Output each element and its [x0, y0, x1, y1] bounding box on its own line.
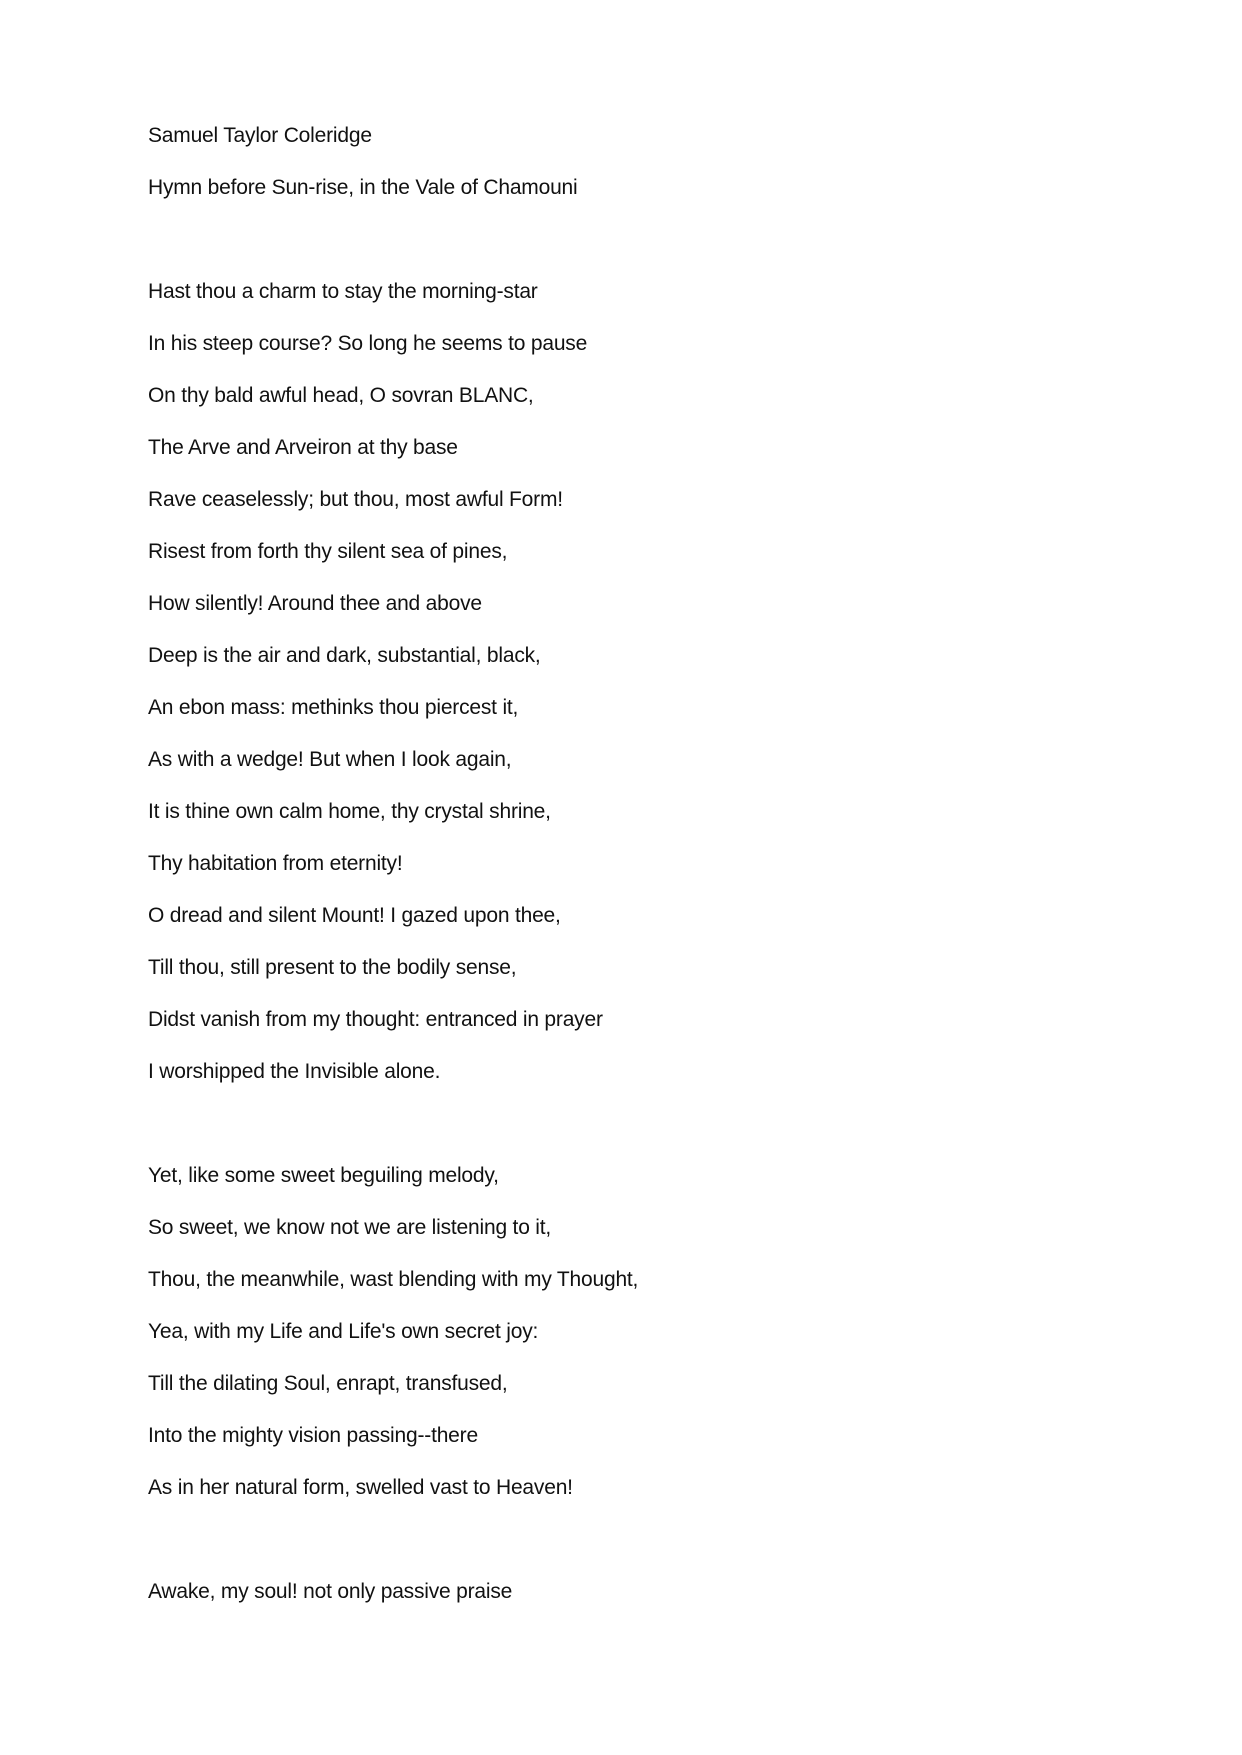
poem-line: I worshipped the Invisible alone. [148, 1060, 441, 1083]
stanza-gap [148, 1098, 1148, 1150]
poem-body [148, 110, 1148, 1618]
poem-title: Hymn before Sun-rise, in the Vale of Chamouni [148, 176, 578, 199]
poem-line: It is thine own calm home, thy crystal shrine, [148, 800, 551, 823]
poem-line: In his steep course? So long he seems to pause [148, 332, 588, 355]
poem-line: Thy habitation from eternity! [148, 852, 403, 875]
poem-line: An ebon mass: methinks thou piercest it, [148, 696, 519, 719]
poem-line: Didst vanish from my thought: entranced in prayer [148, 1008, 603, 1031]
poem-line: Into the mighty vision passing--there [148, 1424, 478, 1447]
stanza-3 [148, 1566, 1148, 1618]
poem-line: Till the dilating Soul, enrapt, transfused, [148, 1372, 508, 1395]
poem-line: Deep is the air and dark, substantial, black, [148, 644, 541, 667]
poem-line: Awake, my soul! not only passive praise [148, 1580, 513, 1603]
poem-line: So sweet, we know not we are listening to it, [148, 1216, 552, 1239]
stanza-2 [148, 1150, 1148, 1514]
poem-line: Rave ceaselessly; but thou, most awful Form! [148, 488, 563, 511]
stanza-gap [148, 214, 1148, 266]
poem-line: As in her natural form, swelled vast to Heaven! [148, 1476, 573, 1499]
poem-line: As with a wedge! But when I look again, [148, 748, 512, 771]
poem-line: Yet, like some sweet beguiling melody, [148, 1164, 499, 1187]
poem-line: The Arve and Arveiron at thy base [148, 436, 458, 459]
poem-line: Yea, with my Life and Life's own secret joy: [148, 1320, 539, 1343]
stanza-gap [148, 1514, 1148, 1566]
stanza-1 [148, 266, 1148, 1098]
author-name: Samuel Taylor Coleridge [148, 124, 372, 147]
poem-line: On thy bald awful head, O sovran BLANC, [148, 384, 534, 407]
poem-line: Till thou, still present to the bodily sense, [148, 956, 517, 979]
poem-line: Risest from forth thy silent sea of pines, [148, 540, 508, 563]
poem-line: How silently! Around thee and above [148, 592, 482, 615]
poem-line: O dread and silent Mount! I gazed upon thee, [148, 904, 561, 927]
poem-line: Thou, the meanwhile, wast blending with my Thought, [148, 1268, 639, 1291]
poem-line: Hast thou a charm to stay the morning-star [148, 280, 538, 303]
